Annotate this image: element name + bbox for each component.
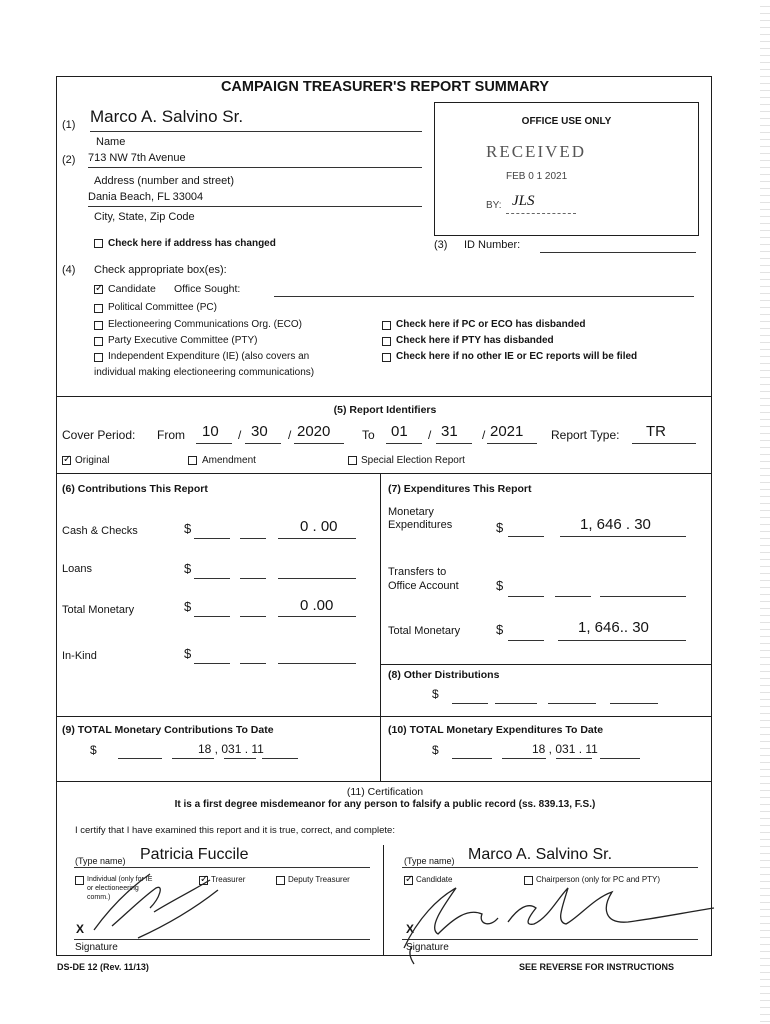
divider-section-6 [56, 473, 712, 474]
total-exp-underline-1 [508, 640, 544, 641]
pty-disbanded-label: Check here if PTY has disbanded [396, 335, 554, 346]
monetary-expenditures-value[interactable]: 1, 646 . 30 [580, 516, 651, 533]
address-value[interactable]: 713 NW 7th Avenue [88, 152, 186, 164]
monetary-expenditures-label-2: Expenditures [388, 519, 453, 531]
from-day[interactable]: 30 [251, 423, 268, 440]
to-day-underline [436, 443, 472, 444]
check-boxes-label: Check appropriate box(es): [94, 264, 227, 276]
certification-title: (11) Certification [346, 786, 424, 798]
other-distributions-title: (8) Other Distributions [388, 669, 500, 681]
stamp-underline [506, 213, 576, 214]
total-expenditures-to-date-dollar: $ [432, 743, 439, 757]
to-month[interactable]: 01 [391, 423, 408, 440]
other-dist-underline-3 [548, 703, 596, 704]
total-contributions-to-date-dollar: $ [90, 743, 97, 757]
contrib-to-date-underline-3 [224, 758, 256, 759]
divider-section-5 [56, 396, 712, 397]
candidate-option-label: Candidate [108, 283, 156, 295]
to-year[interactable]: 2021 [490, 423, 524, 440]
candidate-signature-label: Signature [406, 942, 449, 953]
to-slash-1: / [428, 428, 432, 442]
received-stamp-date: FEB 0 1 2021 [506, 171, 568, 182]
other-dist-underline-4 [610, 703, 658, 704]
pc-disbanded-checkbox[interactable] [382, 321, 391, 330]
total-expenditures-label: Total Monetary [388, 625, 461, 637]
office-sought-underline[interactable] [274, 296, 694, 297]
inkind-underline-1 [194, 663, 230, 664]
form-title: CAMPAIGN TREASURER'S REPORT SUMMARY [220, 79, 550, 95]
pty-label: Party Executive Committee (PTY) [108, 335, 258, 346]
treasurer-type-name-label: (Type name) [75, 856, 126, 866]
original-label: Original [75, 455, 110, 466]
mon-exp-underline-2 [560, 536, 686, 537]
report-type-value[interactable]: TR [646, 423, 666, 440]
monetary-expenditures-dollar: $ [496, 520, 504, 535]
transfers-label-2: Office Account [388, 580, 459, 592]
from-slash-2: / [288, 428, 292, 442]
loans-label: Loans [62, 563, 92, 575]
report-identifiers-title: (5) Report Identifiers [333, 404, 437, 416]
inkind-underline-3 [278, 663, 356, 664]
id-number-underline[interactable] [540, 252, 696, 253]
scan-edge [760, 0, 770, 1024]
stamp-initials: JLS [512, 193, 535, 209]
report-type-underline [632, 443, 696, 444]
treasurer-signature-x: X [76, 922, 85, 936]
loans-underline-3 [278, 578, 356, 579]
amendment-label: Amendment [202, 455, 256, 466]
total-expenditures-to-date-title: (10) TOTAL Monetary Expenditures To Date [388, 724, 604, 736]
cash-dollar: $ [184, 521, 192, 536]
total-contrib-underline-3 [278, 616, 356, 617]
transfers-underline-3 [600, 596, 686, 597]
no-other-reports-label: Check here if no other IE or EC reports will be filed [396, 351, 638, 362]
to-day[interactable]: 31 [441, 423, 458, 440]
total-expenditures-to-date-value[interactable]: 18 , 031 . 11 [532, 742, 598, 756]
from-month[interactable]: 10 [202, 423, 219, 440]
pc-label: Political Committee (PC) [108, 302, 217, 313]
other-dist-underline-1 [452, 703, 488, 704]
pc-disbanded-label: Check here if PC or ECO has disbanded [396, 319, 586, 330]
treasurer-signature-label: Signature [75, 942, 118, 953]
section-2-number: (2) [62, 154, 76, 166]
section-1-number: (1) [62, 119, 76, 131]
signature-column-divider [383, 845, 384, 955]
monetary-expenditures-label-1: Monetary [388, 506, 434, 518]
chairperson-label: Chairperson (only for PC and PTY) [536, 875, 661, 884]
transfers-underline-2 [555, 596, 591, 597]
pc-checkbox[interactable] [94, 304, 103, 313]
to-label: To [362, 428, 375, 442]
treasurer-name[interactable]: Patricia Fuccile [140, 846, 249, 863]
contributions-title: (6) Contributions This Report [62, 483, 208, 495]
transfers-label-1: Transfers to [388, 566, 447, 578]
exp-to-date-underline-4 [600, 758, 640, 759]
office-sought-label: Office Sought: [174, 283, 241, 295]
from-year[interactable]: 2020 [297, 423, 331, 440]
from-label: From [157, 428, 185, 442]
exp-to-date-underline-1 [452, 758, 492, 759]
received-stamp: RECEIVED [486, 142, 587, 161]
in-kind-label: In-Kind [62, 650, 97, 662]
total-expenditures-dollar: $ [496, 622, 504, 637]
address-changed-checkbox[interactable] [94, 239, 103, 248]
transfers-underline-1 [508, 596, 544, 597]
certification-statement: I certify that I have examined this report and it is true, correct, and complete: [75, 825, 395, 836]
transfers-dollar: $ [496, 578, 504, 593]
ie-checkbox[interactable] [94, 353, 103, 362]
total-contributions-value[interactable]: 0 .00 [300, 597, 334, 614]
treasurer-label: Treasurer [211, 875, 246, 884]
certification-warning: It is a first degree misdemeanor for any person to falsify a public record (ss. 839.13, F.S.) [174, 799, 596, 810]
stamp-by-label: BY: [486, 200, 502, 211]
candidate-type-name-label: (Type name) [404, 856, 455, 866]
original-checkbox[interactable] [62, 456, 71, 465]
deputy-treasurer-checkbox[interactable] [276, 876, 285, 885]
loans-dollar: $ [184, 561, 192, 576]
contrib-to-date-underline-4 [262, 758, 298, 759]
to-month-underline [386, 443, 422, 444]
cash-value[interactable]: 0 . 00 [300, 518, 338, 535]
cover-period-label: Cover Period: [62, 428, 136, 442]
candidate-checkbox[interactable] [94, 285, 103, 294]
from-day-underline [245, 443, 281, 444]
candidate-name-underline [402, 867, 698, 868]
total-contributions-dollar: $ [184, 599, 192, 614]
city-underline [88, 206, 422, 207]
to-year-underline [487, 443, 537, 444]
cash-underline-3 [278, 538, 356, 539]
total-expenditures-value[interactable]: 1, 646.. 30 [578, 619, 649, 636]
address-label: Address (number and street) [94, 175, 235, 187]
report-type-label: Report Type: [551, 428, 620, 442]
deputy-treasurer-label: Deputy Treasurer [288, 875, 350, 884]
other-dist-underline-2 [495, 703, 537, 704]
special-election-checkbox[interactable] [348, 456, 357, 465]
amendment-checkbox[interactable] [188, 456, 197, 465]
from-slash-1: / [238, 428, 242, 442]
expenditures-title: (7) Expenditures This Report [388, 483, 532, 495]
eco-label: Electioneering Communications Org. (ECO) [108, 319, 302, 330]
loans-underline-2 [240, 578, 266, 579]
city-value[interactable]: Dania Beach, FL 33004 [88, 191, 204, 203]
to-slash-2: / [482, 428, 486, 442]
divider-section-11 [56, 781, 712, 782]
in-kind-dollar: $ [184, 646, 192, 661]
divider-section-8 [380, 664, 712, 665]
address-underline [88, 167, 422, 168]
instructions-note: SEE REVERSE FOR INSTRUCTIONS [519, 962, 675, 972]
contrib-to-date-underline-1 [118, 758, 162, 759]
cash-underline-2 [240, 538, 266, 539]
mon-exp-underline-1 [508, 536, 544, 537]
section-4-number: (4) [62, 264, 76, 276]
inkind-underline-2 [240, 663, 266, 664]
cash-underline-1 [194, 538, 230, 539]
office-use-title: OFFICE USE ONLY [521, 116, 612, 127]
total-contrib-underline-1 [194, 616, 230, 617]
special-election-label: Special Election Report [361, 455, 465, 466]
from-year-underline [294, 443, 344, 444]
other-distributions-dollar: $ [432, 687, 439, 701]
section-3-number: (3) [434, 239, 448, 251]
name-label: Name [96, 136, 126, 148]
total-contributions-to-date-value[interactable]: 18 , 031 . 11 [198, 742, 264, 756]
candidate-signature-image [398, 878, 718, 974]
total-contributions-to-date-title: (9) TOTAL Monetary Contributions To Date [62, 724, 274, 736]
address-changed-label: Check here if address has changed [108, 238, 276, 249]
ie-label-line2: individual making electioneering communications) [94, 367, 315, 378]
id-number-label: ID Number: [464, 239, 521, 251]
from-month-underline [196, 443, 232, 444]
cash-checks-label: Cash & Checks [62, 525, 138, 537]
column-divider-middle [380, 473, 381, 781]
candidate-signer-name[interactable]: Marco A. Salvino Sr. [468, 846, 613, 863]
exp-to-date-underline-2 [502, 758, 546, 759]
exp-to-date-underline-3 [556, 758, 592, 759]
eco-checkbox[interactable] [94, 321, 103, 330]
loans-underline-1 [194, 578, 230, 579]
contrib-to-date-underline-2 [172, 758, 214, 759]
candidate-name-value[interactable]: Marco A. Salvino Sr. [90, 107, 244, 126]
candidate-signer-label: Candidate [416, 875, 453, 884]
total-exp-underline-2 [558, 640, 686, 641]
city-label: City, State, Zip Code [94, 211, 195, 223]
pty-checkbox[interactable] [94, 337, 103, 346]
total-contrib-underline-2 [240, 616, 266, 617]
name-underline [90, 131, 422, 132]
no-other-reports-checkbox[interactable] [382, 353, 391, 362]
total-contributions-label: Total Monetary [62, 604, 135, 616]
form-code: DS-DE 12 (Rev. 11/13) [57, 962, 149, 972]
treasurer-signature-image [90, 868, 250, 944]
divider-section-9 [56, 716, 712, 717]
pty-disbanded-checkbox[interactable] [382, 337, 391, 346]
individual-label: Individual (only for IE or electioneering comm.) [87, 876, 153, 901]
individual-checkbox[interactable] [75, 876, 84, 885]
ie-label-line1: Independent Expenditure (IE) (also covers an [108, 351, 310, 362]
candidate-signature-x: X [406, 922, 415, 936]
